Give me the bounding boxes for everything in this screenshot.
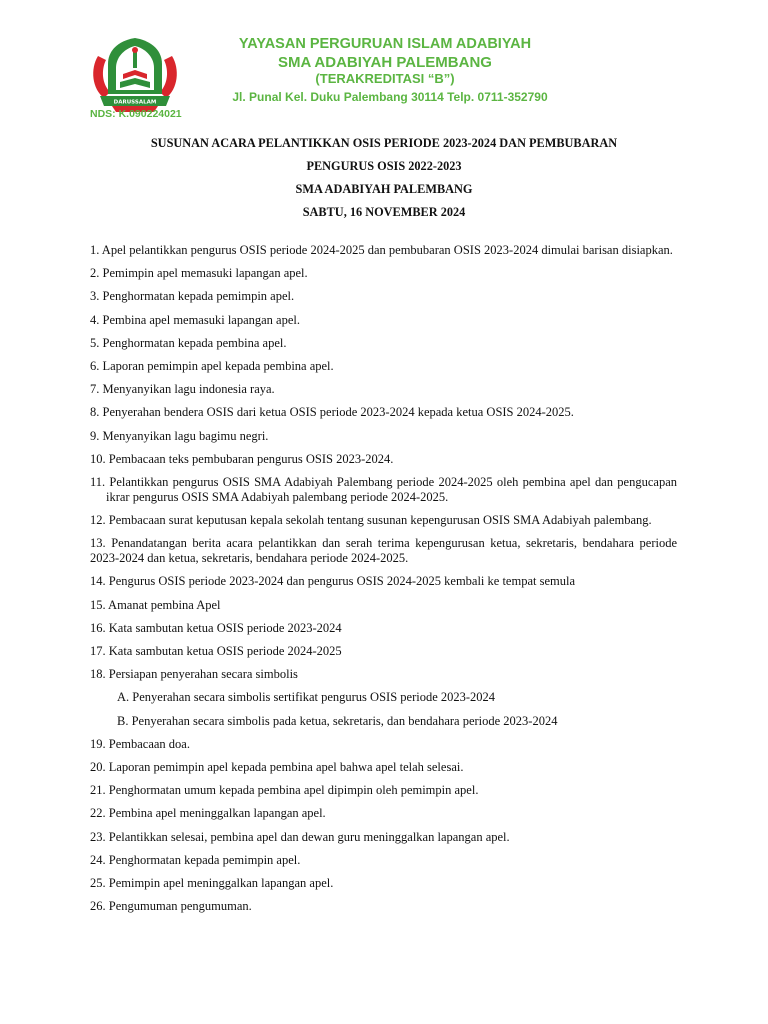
nds-number: NDS: K.090224021 bbox=[90, 108, 182, 120]
logo-ribbon-text: DARUSSALAM bbox=[113, 99, 157, 106]
agenda-list bbox=[90, 243, 677, 922]
document-title-line2: PENGURUS OSIS 2022-2023 bbox=[306, 159, 462, 173]
list-item: A. Penyerahan secara simbolis sertifikat pengurus OSIS periode 2023-2024 bbox=[117, 690, 496, 705]
list-item: 16. Kata sambutan ketua OSIS periode 2023-2024 bbox=[90, 620, 342, 635]
list-item: 24. Penghormatan kepada pemimpin apel. bbox=[90, 852, 301, 867]
list-item: 17. Kata sambutan ketua OSIS periode 2024-2025 bbox=[90, 644, 342, 658]
list-item: 5. Penghormatan kepada pembina apel. bbox=[90, 335, 287, 350]
list-item: 13. Penandatangan berita acara pelantikkan dan serah terima kepengurusan ketua, sekretaris, bendahara periode 2023-2024 dan ketua, sekretaris, bendahara periode 2024-2025. bbox=[90, 536, 677, 566]
document-title-line3: SMA ADABIYAH PALEMBANG bbox=[295, 182, 473, 196]
list-item: 26. Pengumuman pengumuman. bbox=[90, 899, 252, 914]
list-item: 10. Pembacaan teks pembubaran pengurus OSIS 2023-2024. bbox=[90, 451, 394, 466]
list-item: 18. Persiapan penyerahan secara simbolis bbox=[90, 667, 298, 682]
list-item: 15. Amanat pembina Apel bbox=[90, 597, 221, 612]
list-item: 3. Penghormatan kepada pemimpin apel. bbox=[90, 289, 295, 304]
school-name: SMA ADABIYAH PALEMBANG bbox=[278, 54, 492, 71]
list-item: 21. Penghormatan umum kepada pembina apel dipimpin oleh pemimpin apel. bbox=[90, 783, 479, 798]
letterhead bbox=[0, 0, 768, 122]
document-title-line1: SUSUNAN ACARA PELANTIKKAN OSIS PERIODE 2023-2024 DAN PEMBUBARAN bbox=[150, 136, 618, 150]
list-item: B. Penyerahan secara simbolis pada ketua, sekretaris, dan bendahara periode 2023-2024 bbox=[117, 713, 558, 728]
list-item: 22. Pembina apel meninggalkan lapangan apel. bbox=[90, 806, 326, 821]
accreditation: (TERAKREDITASI “B”) bbox=[315, 71, 455, 86]
list-item: 2. Pemimpin apel memasuki lapangan apel. bbox=[90, 266, 308, 281]
list-item: 12. Pembacaan surat keputusan kepala sekolah tentang susunan kepengurusan OSIS SMA Adabiyah palembang. bbox=[90, 513, 652, 528]
list-item: 7. Menyanyikan lagu indonesia raya. bbox=[90, 382, 275, 397]
list-item: 19. Pembacaan doa. bbox=[90, 736, 190, 751]
document-date: SABTU, 16 NOVEMBER 2024 bbox=[302, 205, 466, 219]
list-item: 6. Laporan pemimpin apel kepada pembina apel. bbox=[90, 358, 334, 373]
foundation-name: YAYASAN PERGURUAN ISLAM ADABIYAH bbox=[238, 36, 532, 52]
list-item: 25. Pemimpin apel meninggalkan lapangan apel. bbox=[90, 875, 334, 890]
school-address: Jl. Punal Kel. Duku Palembang 30114 Telp. 0711-352790 bbox=[232, 90, 548, 104]
list-item: 23. Pelantikkan selesai, pembina apel dan dewan guru meninggalkan lapangan apel. bbox=[90, 829, 510, 844]
list-item: 14. Pengurus OSIS periode 2023-2024 dan pengurus OSIS 2024-2025 kembali ke tempat semula bbox=[90, 574, 576, 589]
list-item: 20. Laporan pemimpin apel kepada pembina apel bahwa apel telah selesai. bbox=[90, 759, 464, 774]
list-item: 4. Pembina apel memasuki lapangan apel. bbox=[90, 312, 301, 327]
list-item: 11. Pelantikkan pengurus OSIS SMA Adabiyah Palembang periode 2024-2025 oleh pembina apel dan pengucapan ikrar pengurus OSIS SMA Adabiyah palembang periode 2024-2025. bbox=[90, 474, 677, 504]
list-item: 9. Menyanyikan lagu bagimu negri. bbox=[90, 428, 269, 443]
list-item: 8. Penyerahan bendera OSIS dari ketua OSIS periode 2023-2024 kepada ketua OSIS 2024-2025. bbox=[90, 405, 574, 420]
list-item: 1. Apel pelantikkan pengurus OSIS periode 2024-2025 dan pembubaran OSIS 2023-2024 dimulai barisan disiapkan. bbox=[90, 243, 673, 257]
